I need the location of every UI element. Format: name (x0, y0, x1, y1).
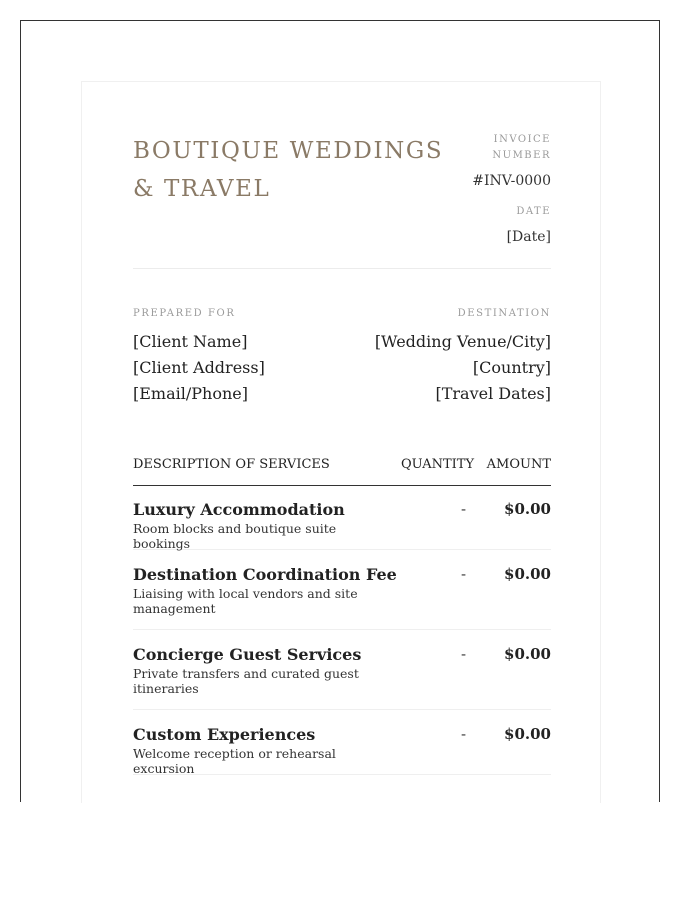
date-value: [Date] (506, 229, 551, 245)
column-header-description: DESCRIPTION OF SERVICES (133, 457, 330, 472)
destination-block (331, 308, 551, 407)
invoice-number-label: INVOICE NUMBER (492, 134, 551, 161)
service-amount: $0.00 (504, 565, 551, 583)
client-name: [Client Name] (133, 332, 248, 351)
destination-label: DESTINATION (457, 308, 551, 319)
brand-title: BOUTIQUE WEDDINGS & TRAVEL (133, 138, 444, 202)
destination-country: [Country] (472, 358, 551, 377)
service-description: Liaising with local vendors and site management (133, 586, 358, 616)
table-row (133, 565, 551, 630)
invoice-sheet (81, 81, 601, 803)
invoice-meta (381, 132, 551, 245)
service-amount: $0.00 (504, 645, 551, 663)
column-header-quantity: QUANTITY (401, 457, 475, 472)
client-contact: [Email/Phone] (133, 384, 248, 403)
destination-venue: [Wedding Venue/City] (374, 332, 551, 351)
service-amount: $0.00 (504, 500, 551, 518)
prepared-for-label: PREPARED FOR (133, 308, 236, 319)
service-title: Concierge Guest Services (133, 645, 362, 664)
services-table-header (133, 457, 551, 486)
column-header-amount: AMOUNT (486, 457, 551, 472)
service-description: Room blocks and boutique suite bookings (133, 521, 337, 551)
service-title: Custom Experiences (133, 725, 316, 744)
service-title: Destination Coordination Fee (133, 565, 397, 584)
client-address: [Client Address] (133, 358, 265, 377)
date-label: DATE (516, 206, 551, 217)
prepared-for-block (133, 308, 353, 407)
table-row (133, 645, 551, 710)
invoice-number: #INV-0000 (472, 173, 551, 189)
service-quantity: - (461, 565, 467, 583)
service-description: Private transfers and curated guest itineraries (133, 666, 359, 696)
service-title: Luxury Accommodation (133, 500, 345, 519)
service-description: Welcome reception or rehearsal excursion (133, 746, 336, 776)
header-divider (133, 268, 551, 269)
service-quantity: - (461, 725, 467, 743)
table-row (133, 725, 551, 775)
destination-dates: [Travel Dates] (435, 384, 551, 403)
service-quantity: - (461, 500, 467, 518)
service-quantity: - (461, 645, 467, 663)
table-row (133, 500, 551, 550)
service-amount: $0.00 (504, 725, 551, 743)
